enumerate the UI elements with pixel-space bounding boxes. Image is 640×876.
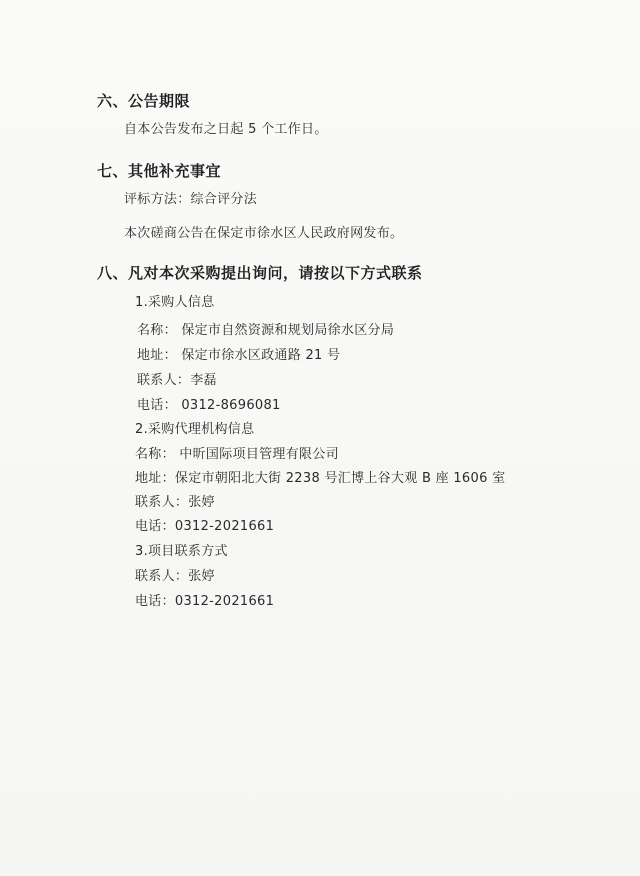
agency-phone: 电话：0312-2021661 [135,519,275,534]
project-contact-title: 3.项目联系方式 [135,544,228,559]
section-6-heading: 六、公告期限 [97,92,191,110]
section-6-body: 自本公告发布之日起 5 个工作日。 [124,122,328,137]
purchaser-info-title: 1.采购人信息 [135,295,215,310]
publication-note: 本次磋商公告在保定市徐水区人民政府网发布。 [124,226,404,241]
purchaser-address: 地址： 保定市徐水区政通路 21 号 [137,348,341,363]
agency-address: 地址：保定市朝阳北大街 2238 号汇博上谷大观 B 座 1606 室 [135,471,506,486]
section-8-heading: 八、凡对本次采购提出询问，请按以下方式联系 [97,264,423,282]
evaluation-method: 评标方法：综合评分法 [124,192,258,207]
agency-name: 名称： 中昕国际项目管理有限公司 [135,447,339,462]
section-7-heading: 七、其他补充事宜 [97,162,222,180]
purchaser-contact: 联系人：李磊 [137,373,217,388]
agency-info-title: 2.采购代理机构信息 [135,422,255,437]
purchaser-name: 名称： 保定市自然资源和规划局徐水区分局 [137,323,395,338]
project-phone: 电话：0312-2021661 [135,594,275,609]
agency-contact: 联系人：张婷 [135,495,215,510]
purchaser-phone: 电话： 0312-8696081 [137,398,281,413]
project-contact: 联系人：张婷 [135,569,215,584]
